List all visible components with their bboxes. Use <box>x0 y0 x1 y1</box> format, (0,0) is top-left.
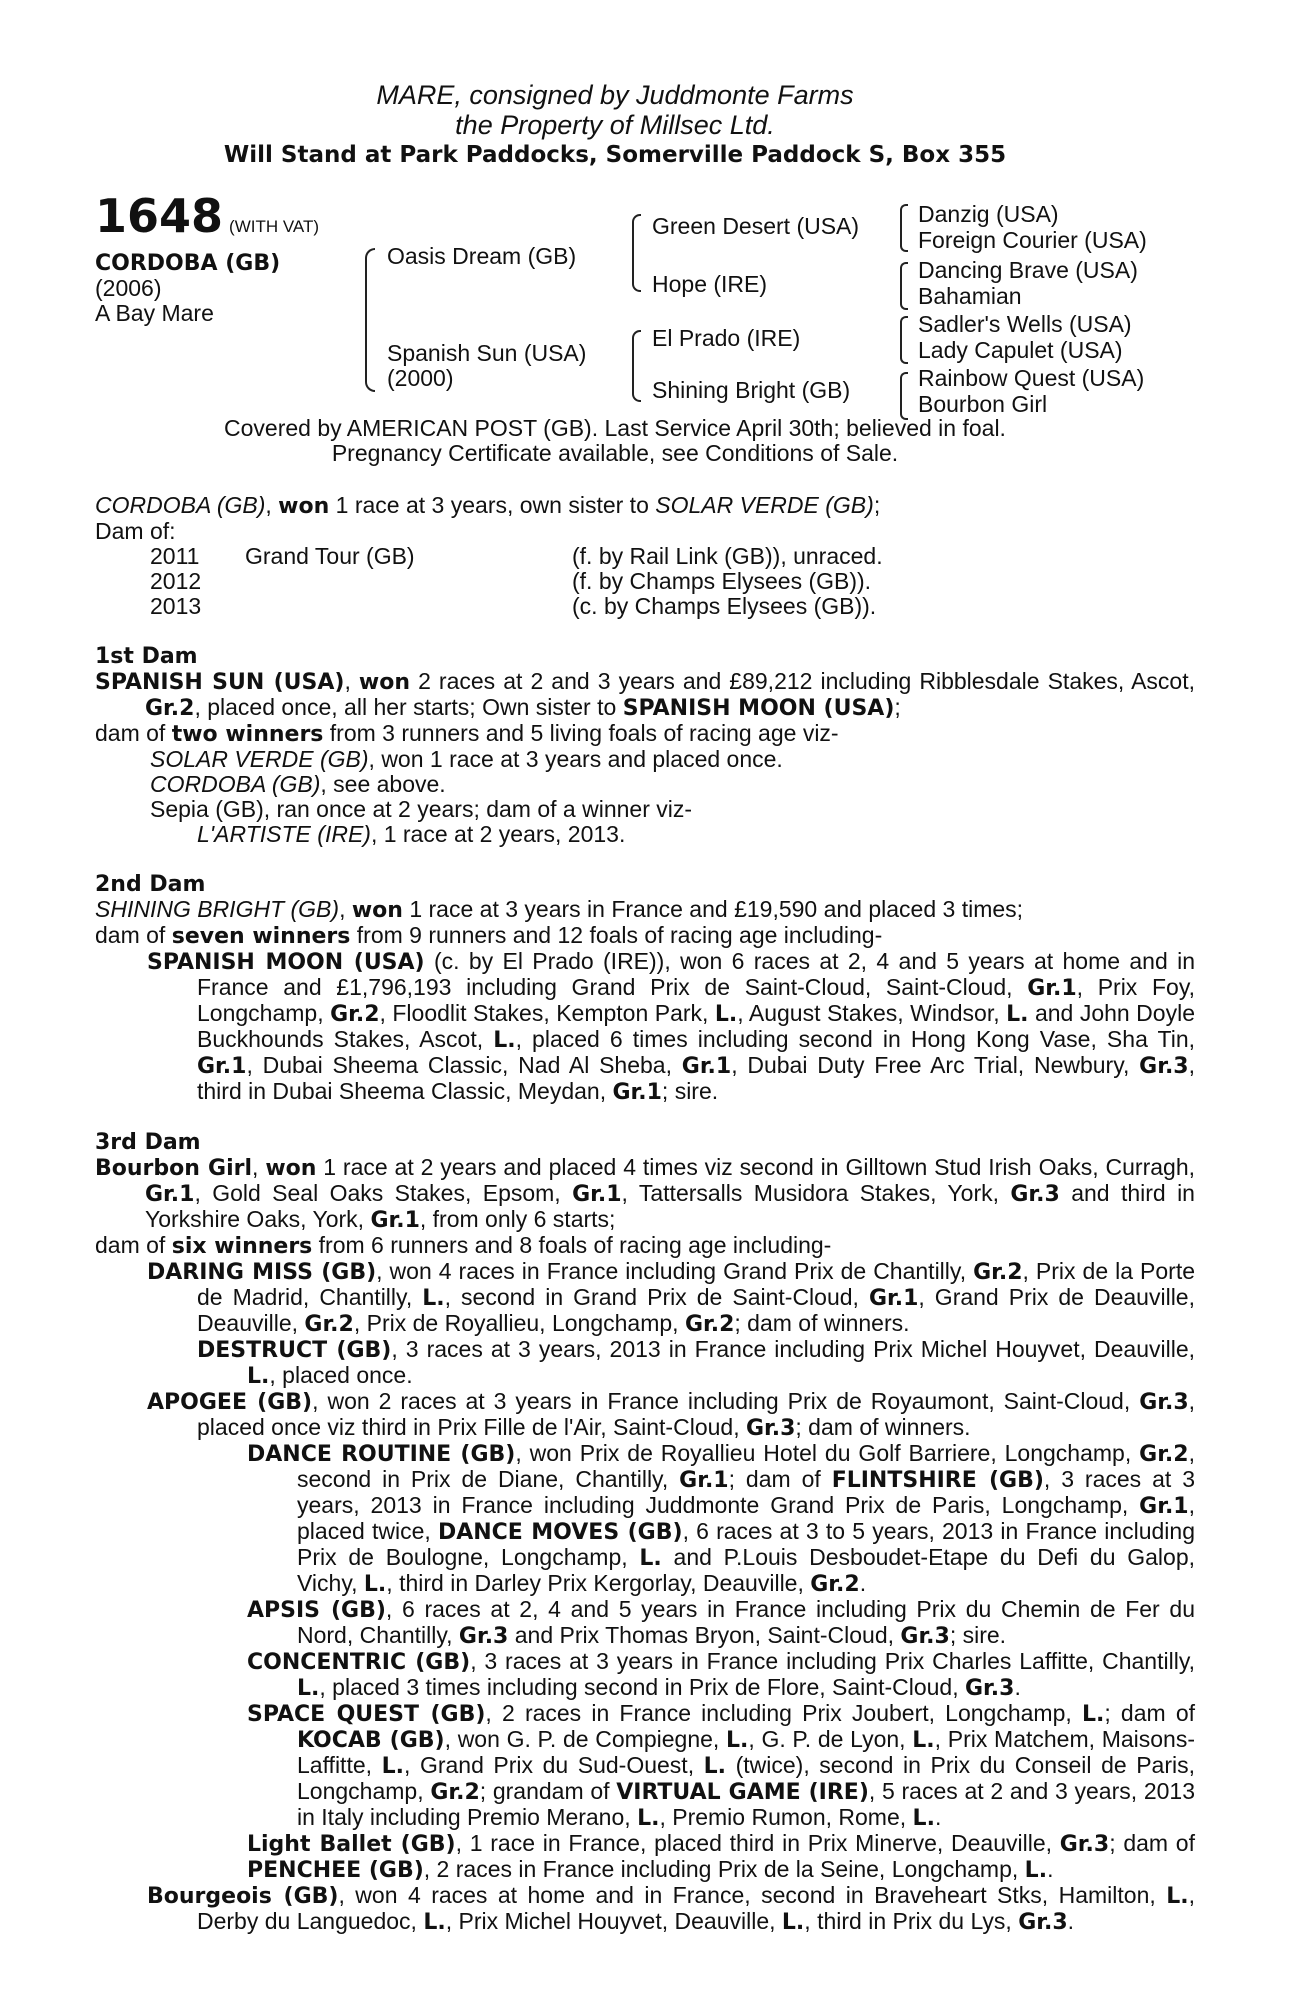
third-dam-heading: 3rd Dam <box>95 1130 201 1155</box>
dam-sire-name: El Prado (IRE) <box>652 325 801 351</box>
third-dam-grandfoal: SPACE QUEST (GB), 2 races in France including Prix Joubert, Longchamp, L.; dam of KOCAB (GB), won G. P. de Compiegne, L., G. P. de Lyon, L., Prix Matchem, Maisons-Laffitte, L., Grand Prix du Sud-Ouest, L. (twice), second in Prix du Conseil de Paris, Longchamp, Gr.2; grandam of VIRTUAL GAME (IRE), 5 races at 2 and 3 years, 2013 in Italy including Premio Merano, L., Premio Rumon, Rome, L.. <box>247 1700 1196 1831</box>
pedigree-brace-dam <box>632 330 641 402</box>
ggp-7: Rainbow Quest (USA) <box>918 365 1145 391</box>
catalogue-header <box>90 80 1140 170</box>
stabling-line: Will Stand at Park Paddocks, Somerville Paddock S, Box 355 <box>223 142 1007 168</box>
dam-name: Spanish Sun (USA) <box>387 340 587 366</box>
third-dam-foal: Bourgeois (GB), won 4 races at home and in France, second in Braveheart Stks, Hamilton, L., Derby du Languedoc, L., Prix Michel Houyvet, Deauville, L., third in Prix du Lys, Gr.3. <box>147 1882 1195 1935</box>
covering-line-2: Pregnancy Certificate available, see Conditions of Sale. <box>331 440 899 466</box>
produce-row: 2012 (f. by Champs Elysees (GB)). <box>150 568 872 594</box>
vat-note: (WITH VAT) <box>229 217 320 236</box>
pedigree-notes <box>95 493 1195 1935</box>
ggp-2: Foreign Courier (USA) <box>918 227 1147 253</box>
ggp-8: Bourbon Girl <box>918 391 1048 417</box>
pedigree-brace-g4 <box>900 372 908 420</box>
pedigree-brace-sire <box>632 214 641 292</box>
pedigree-brace-g3 <box>900 316 908 364</box>
pedigree-brace-main <box>365 248 375 392</box>
third-dam-grandfoal: APSIS (GB), 6 races at 2, 4 and 5 years in France including Prix du Chemin de Fer du Nord, Chantilly, Gr.3 and Prix Thomas Bryon, Saint-Cloud, Gr.3; sire. <box>247 1596 1195 1649</box>
second-dam-heading: 2nd Dam <box>95 872 206 897</box>
ggp-5: Sadler's Wells (USA) <box>918 311 1132 337</box>
second-dam-record: SHINING BRIGHT (GB), won 1 race at 3 years in France and £19,590 and placed 3 times; <box>95 896 1024 923</box>
produce-table <box>150 544 883 619</box>
ggp-3: Dancing Brave (USA) <box>918 257 1138 283</box>
pedigree-brace-g1 <box>900 204 908 252</box>
ggp-6: Lady Capulet (USA) <box>918 337 1123 363</box>
lot-number: 1648 <box>95 189 224 243</box>
produce-row: 2013 (c. by Champs Elysees (GB)). <box>150 593 877 619</box>
covering-line-1: Covered by AMERICAN POST (GB). Last Service April 30th; believed in foal. <box>224 415 1006 441</box>
horse-name: CORDOBA (GB) <box>95 251 281 276</box>
property-line: the Property of Millsec Ltd. <box>455 110 775 140</box>
lot-block <box>95 189 320 326</box>
third-dam-grandfoal: DANCE ROUTINE (GB), won Prix de Royallieu Hotel du Golf Barriere, Longchamp, Gr.2, second in Prix de Diane, Chantilly, Gr.1; dam of FLINTSHIRE (GB), 3 races at 3 years, 2013 in France including Juddmonte Grand Prix de Paris, Longchamp, Gr.1, placed twice, DANCE MOVES (GB), 6 races at 3 to 5 years, 2013 in France including Prix de Boulogne, Longchamp, L. and P.Louis Desboudet-Etape du Defi du Galop, Vichy, L., third in Darley Prix Kergorlay, Deauville, Gr.2. <box>247 1440 1196 1597</box>
foaling-year: (2006) <box>95 275 162 301</box>
second-dam-foal: SPANISH MOON (USA) (c. by El Prado (IRE)), won 6 races at 2, 4 and 5 years at home and in France and £1,796,193 including Grand Prix de Saint-Cloud, Saint-Cloud, Gr.1, Prix Foy, Longchamp, Gr.2, Floodlit Stakes, Kempton Park, L., August Stakes, Windsor, L. and John Doyle Buckhounds Stakes, Ascot, L., placed 6 times including second in Hong Kong Vase, Sha Tin, Gr.1, Dubai Sheema Classic, Nad Al Sheba, Gr.1, Dubai Duty Free Arc Trial, Newbury, Gr.3, third in Dubai Sheema Classic, Meydan, Gr.1; sire. <box>147 948 1196 1105</box>
sire-sire-name: Green Desert (USA) <box>652 213 860 239</box>
second-dam-produce: dam of seven winners from 9 runners and 12 foals of racing age including- <box>95 922 883 949</box>
third-dam-produce: dam of six winners from 6 runners and 8 foals of racing age including- <box>95 1232 832 1259</box>
consignor-line: MARE, consigned by Juddmonte Farms <box>376 80 854 110</box>
third-dam-grandfoal: Light Ballet (GB), 1 race in France, placed third in Prix Minerve, Deauville, Gr.3; dam of PENCHEE (GB), 2 races in France including Prix de la Seine, Longchamp, L.. <box>247 1830 1195 1883</box>
third-dam-grandfoal: CONCENTRIC (GB), 3 races at 3 years in France including Prix Charles Laffitte, Chantilly, L., placed 3 times including second in Prix de Flore, Saint-Cloud, Gr.3. <box>247 1648 1196 1701</box>
third-dam-foal: DARING MISS (GB), won 4 races in France including Grand Prix de Chantilly, Gr.2, Prix de la Porte de Madrid, Chantilly, L., second in Grand Prix de Saint-Cloud, Gr.1, Grand Prix de Deauville, Deauville, Gr.2, Prix de Royallieu, Longchamp, Gr.2; dam of winners. <box>147 1258 1196 1337</box>
produce-row: 2011 Grand Tour (GB) (f. by Rail Link (GB)), unraced. <box>150 543 883 569</box>
third-dam-record: Bourbon Girl, won 1 race at 2 years and placed 4 times viz second in Gilltown Stud Irish Oaks, Curragh, Gr.1, Gold Seal Oaks Stakes, Epsom, Gr.1, Tattersalls Musidora Stakes, York, Gr.3 and third in Yorkshire Oaks, York, Gr.1, from only 6 starts; <box>95 1154 1196 1233</box>
ggp-4: Bahamian <box>918 283 1022 309</box>
first-dam-foal: SOLAR VERDE (GB), won 1 race at 3 years and placed once. <box>150 746 783 772</box>
third-dam-grandfoal: DESTRUCT (GB), 3 races at 3 years, 2013 in France including Prix Michel Houyvet, Deauville, L., placed once. <box>197 1336 1195 1389</box>
dam-dam-name: Shining Bright (GB) <box>652 377 851 403</box>
sire-name: Oasis Dream (GB) <box>387 243 577 269</box>
covering-note <box>90 416 1140 466</box>
first-dam-grandfoal: L'ARTISTE (IRE), 1 race at 2 years, 2013. <box>197 821 626 847</box>
horse-description: A Bay Mare <box>95 300 214 326</box>
first-dam-foal: Sepia (GB), ran once at 2 years; dam of a winner viz- <box>150 796 693 822</box>
first-dam-foal: CORDOBA (GB), see above. <box>150 771 446 797</box>
produce-intro: CORDOBA (GB), won 1 race at 3 years, own sister to SOLAR VERDE (GB); <box>95 492 881 519</box>
first-dam-heading: 1st Dam <box>95 644 198 669</box>
dam-year: (2000) <box>387 365 454 391</box>
first-dam-record: SPANISH SUN (USA), won 2 races at 2 and 3 years and £89,212 including Ribblesdale Stakes, Ascot, Gr.2, placed once, all her starts; Own sister to SPANISH MOON (USA); <box>95 668 1195 721</box>
first-dam-produce: dam of two winners from 3 runners and 5 living foals of racing age viz- <box>95 720 839 747</box>
ggp-1: Danzig (USA) <box>918 201 1059 227</box>
dam-of-label: Dam of: <box>95 518 176 544</box>
sire-dam-name: Hope (IRE) <box>652 271 768 297</box>
third-dam-foal: APOGEE (GB), won 2 races at 3 years in France including Prix de Royaumont, Saint-Cloud, Gr.3, placed once viz third in Prix Fille de l'Air, Saint-Cloud, Gr.3; dam of winners. <box>147 1388 1196 1441</box>
pedigree-brace-g2 <box>900 262 908 310</box>
